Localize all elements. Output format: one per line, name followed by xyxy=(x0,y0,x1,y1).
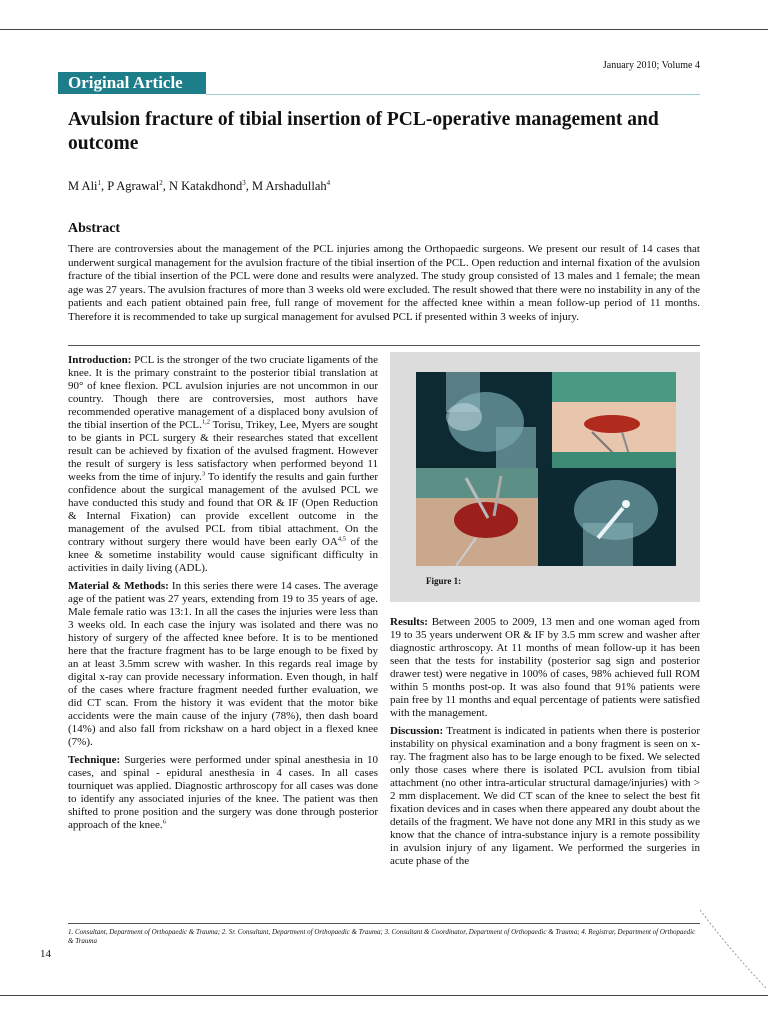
xray-image xyxy=(416,372,552,468)
header-rule xyxy=(206,94,700,95)
technique-heading: Technique: xyxy=(68,754,121,766)
postop-xray-image xyxy=(538,468,676,566)
citation: 6 xyxy=(162,818,166,826)
footnote-divider xyxy=(68,923,700,924)
surgical-photo xyxy=(552,372,676,468)
author-name: P Agrawal xyxy=(107,179,160,194)
abstract-heading: Abstract xyxy=(68,221,121,236)
abstract-divider xyxy=(68,345,700,346)
author-affiliation-marker: 2 xyxy=(159,179,163,187)
author-affiliation-marker: 4 xyxy=(326,179,331,187)
article-type-badge: Original Article xyxy=(58,72,206,94)
author-name: M Ali xyxy=(68,179,98,194)
author-name: N Katakdhond xyxy=(169,179,243,194)
discussion-paragraph: Discussion: Treatment is indicated in patients when there is posterior instability on physical examination and a bony fragment is seen on x-ray. The fragment also has to be large enough to be fixed. We selected only those cases where there is isolated PCL avulsion from tibial attachment (no other intra-articular structural damage/injuries) with > 2 mm displacement. We did CT scan of the knee to select the best fit fixation devices and in cases when there appeared any doubt about the details of the fragment. We have not done any MRI in this study as we know that the chance of intra-substance injury is a remote possibility in avulsion injury of any ligament. We performed the surgeries in acute phase of the xyxy=(390,725,700,867)
issue-info: January 2010; Volume 4 xyxy=(602,60,700,71)
discussion-heading: Discussion: xyxy=(390,725,444,737)
page-curl-decoration xyxy=(700,910,768,996)
introduction-paragraph: Introduction: PCL is the stronger of the two cruciate ligaments of the knee. It is the primary constraint to the posterior tibial translation at 90° of knee flexion. PCL avulsion injuries are not uncommon in our country. Though there are controversies, most authors have recommended operative management of a displaced bony avulsion of the tibial insertion of the PCL.$^{1,2}$ Torisu, Trikey, Lee, Myers are sought to be giants in PCL surgery & their researches stated that excellent result can be achieved by fixation of the avulsed fragment. However the result of surgery is less satisfactory when performed beyond 11 weeks from the time of injury.$^3$ To identify the results and gain further confidence about the surgical management of the avulsed PCL we have conducted this study and found that OR & IF (Open Reduction & Internal Fixation) can provide excellent outcome in the management of the avulsed PCL from tibial attachment. On the contrary without surgery there would have been early OA$^{4,5}$ of the knee & sometime instability would cause significant difficulty in activities in daily living (ADL). xyxy=(68,354,379,574)
methods-heading: Material & Methods: xyxy=(68,580,169,592)
page-number: 14 xyxy=(40,948,51,960)
results-heading: Results: xyxy=(390,616,428,628)
figure-1 xyxy=(390,352,700,602)
author-name: M Arshadullah xyxy=(252,179,327,194)
surgical-photo xyxy=(416,468,538,566)
top-border xyxy=(0,29,768,30)
author-affiliations: 1. Consultant, Department of Orthopaedic & Trauma; 2. Sr. Consultant, Department of Orthopaedic & Trauma; 3. Consultant & Coordinator, Department of Orthopaedic & Trauma; 4. Registrar, Department of Orthopaedic & Trauma xyxy=(68,928,696,945)
right-column xyxy=(390,616,700,873)
methods-paragraph: Material & Methods: In this series there were 14 cases. The average age of the patient was 27 years, extending from 19 to 35 years of age. Male female ratio was 13:1. In all the cases the injuries were less than 3 weeks old. In each case the injury was isolated and there was no history of surgery of the affected knee before. It is to be mentioned here that the fracture fragment has to be large enough to be fixed by an at least 3.5mm screw with washer. In this regards real image by digital x-ray can provide necessary information. Even though, in half of the cases where fracture fragment needed further evaluation, we did CT scan. From the history it was evident that the motor bike accidents were the main cause of the injury (78%), then dash board (14%) and also fall from rickshaw on a hard object in a flexed knee (7%). xyxy=(68,580,378,748)
citation: 1,2 xyxy=(201,418,211,426)
figure-caption: Figure 1: xyxy=(426,576,462,586)
author-affiliation-marker: 1 xyxy=(97,179,102,187)
author-affiliation-marker: 3 xyxy=(242,179,246,187)
abstract-text: There are controversies about the management of the PCL injuries among the Orthopaedic surgeons. We present our result of 14 cases that underwent surgical management for the avulsion fracture of the tibial insertion of the PCL. Open reduction and internal fixation of the avulsion fracture of the tibial insertion of the PCL were done and results were analyzed. The study group consisted of 13 males and 1 female; the mean age was 27 years. The avulsion fractures of more than 3 weeks old were excluded. The result showed that there were no instability in any of the patients and each patient obtained pain free, full range of movement for the affected knee within a mean follow-up period of 11 months. Therefore it is recommended to take up surgical management for avulsed PCL if presented within 3 weeks of injury. xyxy=(68,243,700,323)
introduction-heading: Introduction: xyxy=(68,354,132,366)
left-column xyxy=(68,354,378,837)
results-paragraph: Results: Between 2005 to 2009, 13 men and one woman aged from 19 to 35 years underwent OR & IF by 3.5 mm screw and washer after diagnostic arthroscopy. At 11 months of mean follow-up it has been seen that the tests for instability (posterior sag sign and posterior drawer test) were negative in 100% of cases, 98% achieved full ROM within 5 months post-op. It was also found that 91% patients were pain free by 11 months and equal percentage of patients were satisfied with the management. xyxy=(390,616,700,719)
author-list: M Ali$^1$, P Agrawal$^2$, N Katakdhond$^3$, M Arshadullah$^4$ xyxy=(68,179,331,194)
article-title: Avulsion fracture of tibial insertion of PCL-operative management and outcome xyxy=(68,109,659,154)
bottom-border xyxy=(0,995,768,996)
citation: 4,5 xyxy=(337,535,346,543)
technique-paragraph: Technique: Surgeries were performed under spinal anesthesia in 10 cases, and spinal - epidural anesthesia in 4 cases. In all cases tourniquet was applied. Diagnostic arthroscopy for all cases was done to identify any associated injuries of the knee. The patient was then shifted to prone position and the surgery was done through posterior approach of the knee.$^6$ xyxy=(68,754,378,831)
citation: 3 xyxy=(201,470,206,478)
